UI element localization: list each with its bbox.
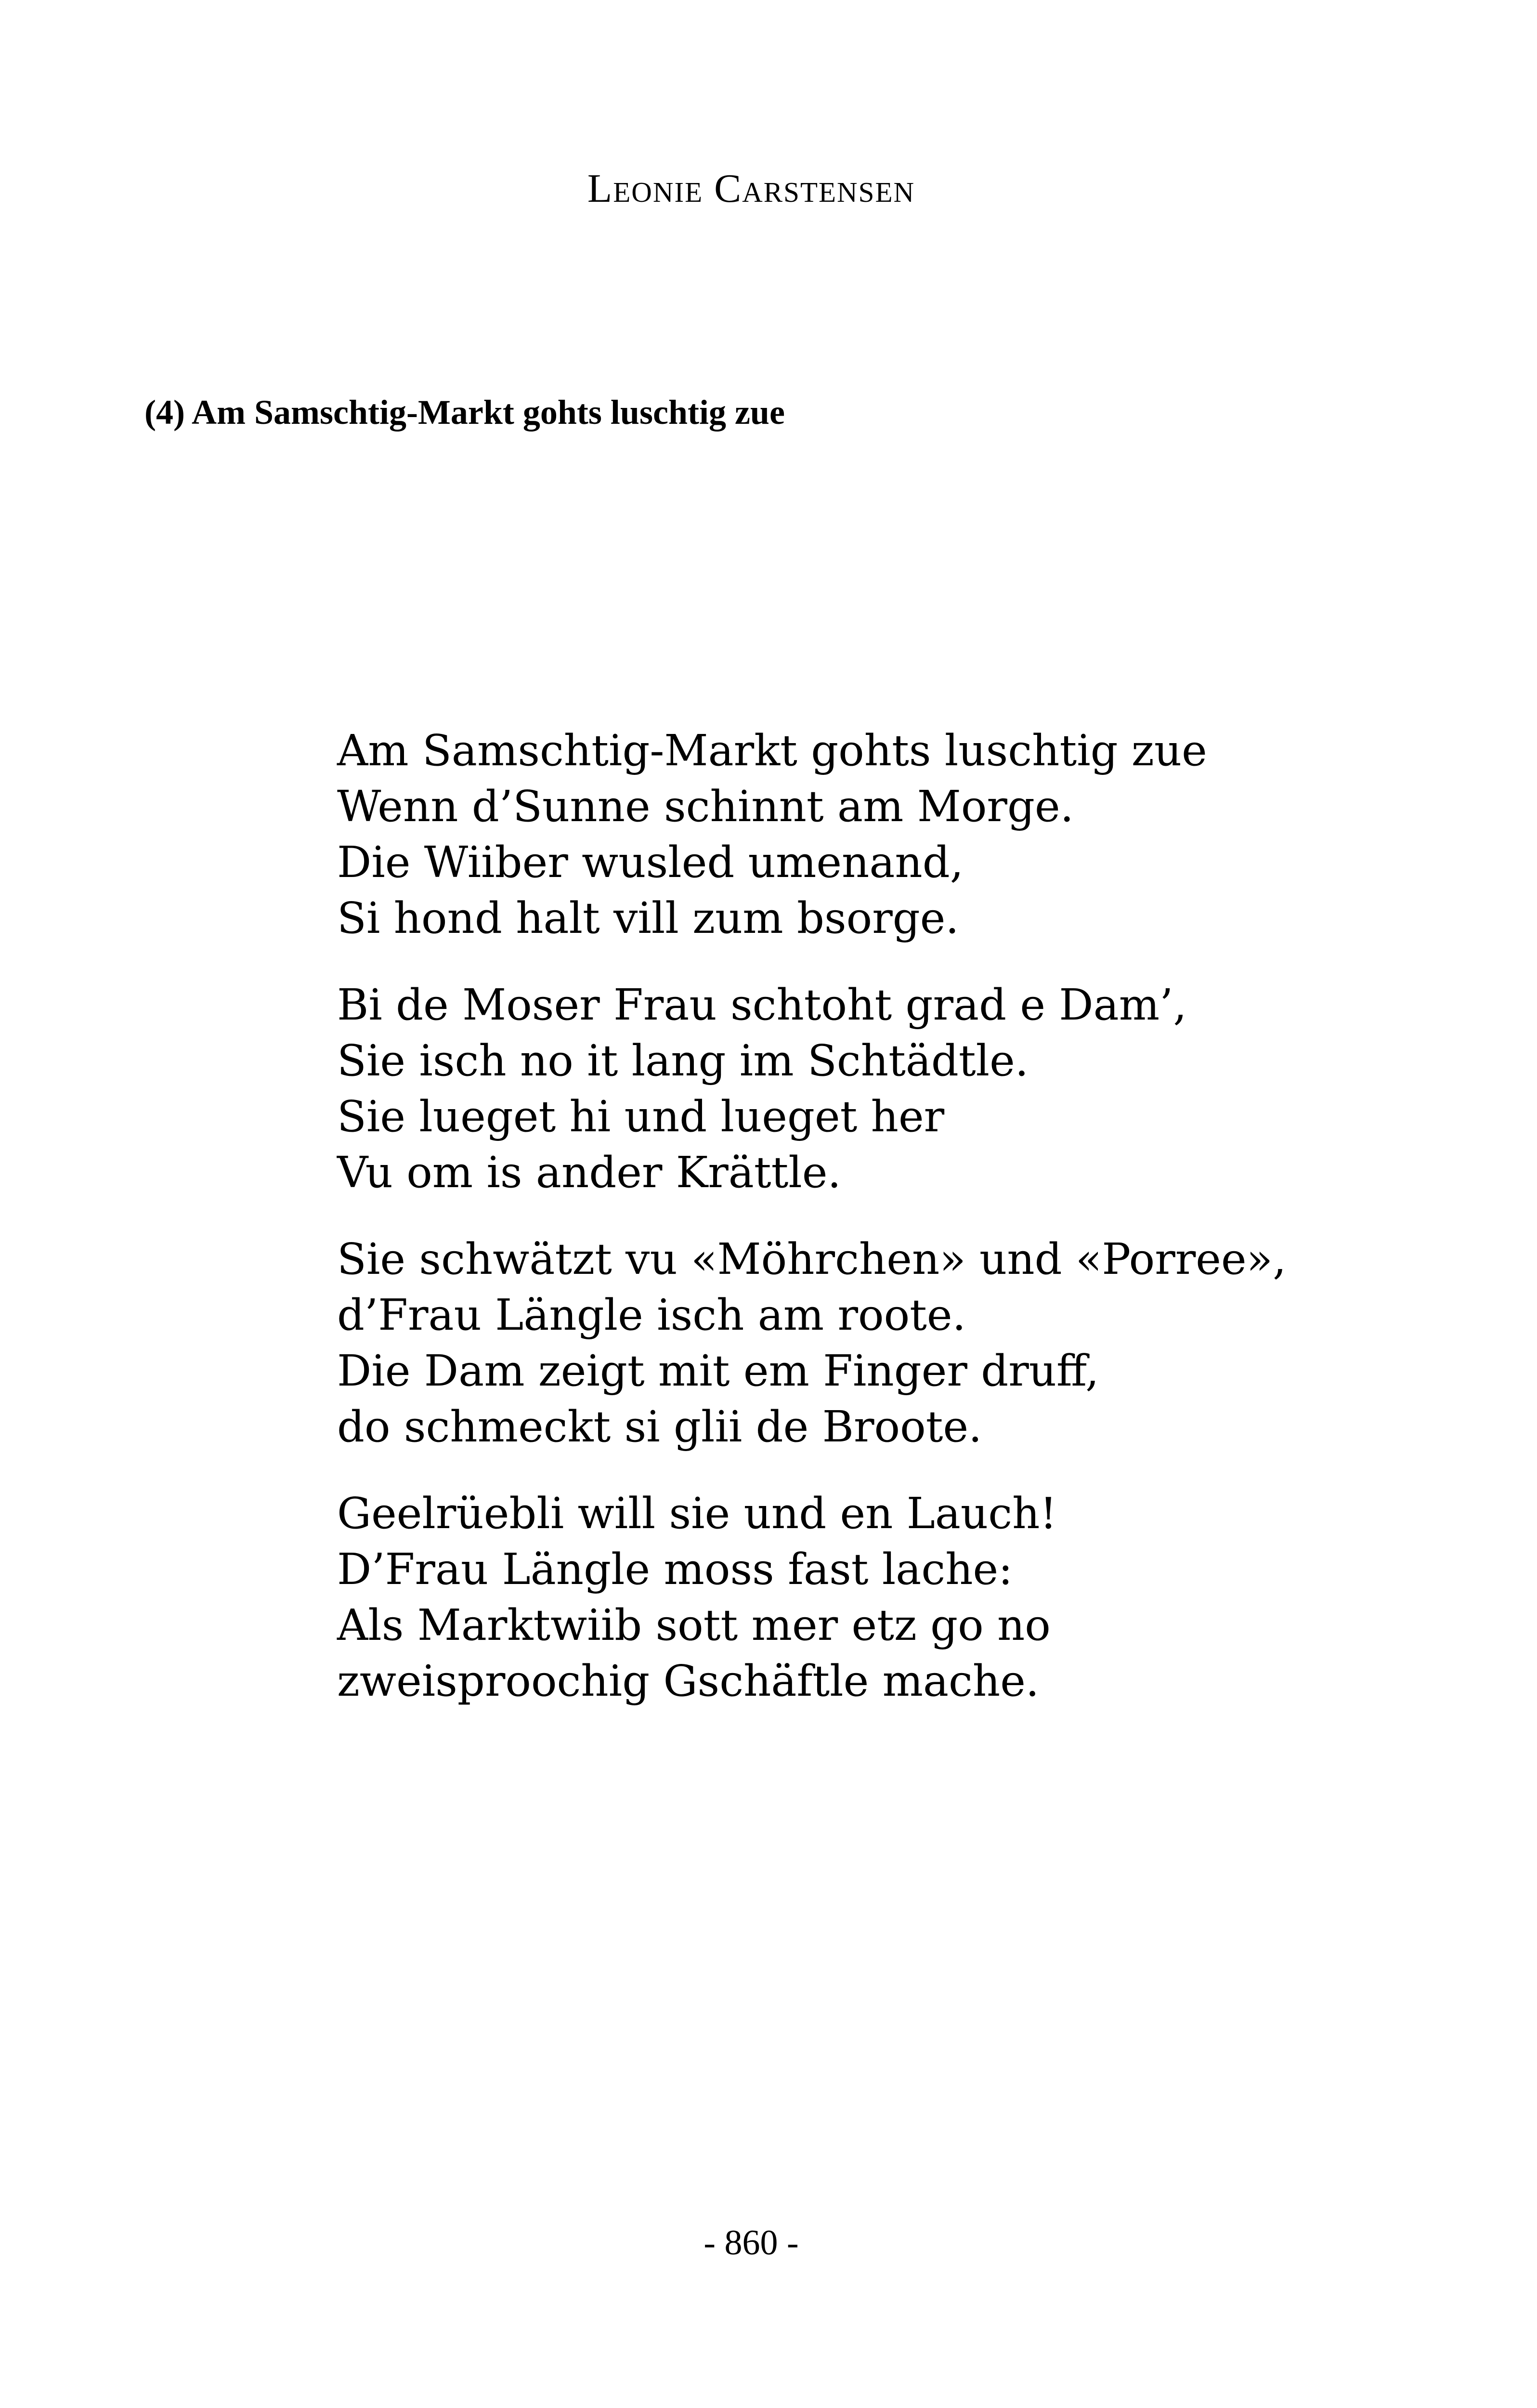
verse-line: Sie isch no it lang im Schtädtle. — [337, 1035, 1029, 1086]
verse-line: Sie schwätzt vu «Möhrchen» und «Porree», — [337, 1234, 1287, 1284]
verse-line: D’Frau Längle moss fast lache: — [337, 1544, 1013, 1594]
verse-line: Geelrüebli will sie und en Lauch! — [337, 1488, 1057, 1538]
stanza-1 — [337, 722, 1396, 946]
stanza-4 — [337, 1485, 1396, 1709]
verse-line: Die Dam zeigt mit em Finger druff, — [337, 1346, 1099, 1396]
verse-line: Als Marktwiib sott mer etz go no — [337, 1600, 1051, 1650]
verse-line: d’Frau Längle isch am roote. — [337, 1290, 966, 1340]
page-number: - 860 - — [703, 2223, 799, 2263]
verse-line: do schmeckt si glii de Broote. — [337, 1401, 982, 1452]
poem — [337, 722, 1396, 1740]
verse-line: zweisproochig Gschäftle mache. — [337, 1656, 1040, 1706]
stanza-3 — [337, 1231, 1396, 1454]
verse-line: Am Samschtig-Markt gohts luschtig zue — [337, 725, 1207, 775]
verse-line: Bi de Moser Frau schtoht grad e Dam’, — [337, 980, 1187, 1030]
verse-line: Sie lueget hi und lueget her — [337, 1091, 945, 1141]
running-head: Leonie Carstensen — [587, 166, 915, 211]
section-title: (4) Am Samschtig-Markt gohts luschtig zue — [144, 393, 785, 432]
stanza-2 — [337, 977, 1396, 1200]
verse-line: Si hond halt vill zum bsorge. — [337, 893, 959, 943]
verse-line: Die Wiiber wusled umenand, — [337, 837, 964, 887]
verse-line: Vu om is ander Krättle. — [337, 1147, 841, 1197]
verse-line: Wenn d’Sunne schinnt am Morge. — [337, 781, 1074, 831]
